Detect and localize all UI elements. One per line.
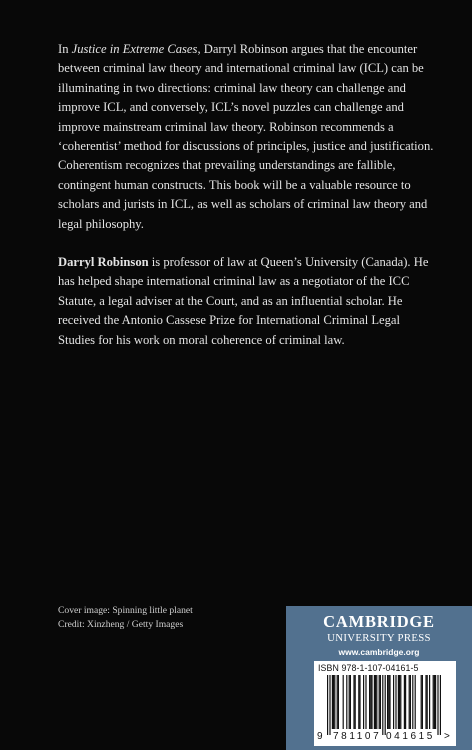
barcode-bar xyxy=(405,675,406,729)
barcode-bar xyxy=(346,675,347,729)
barcode-box xyxy=(314,661,456,746)
barcode-bar xyxy=(389,675,390,729)
barcode-bar xyxy=(358,675,359,729)
barcode-bar xyxy=(422,675,423,729)
barcode-bar xyxy=(393,675,394,729)
barcode-bar xyxy=(334,675,335,729)
barcode-bar xyxy=(369,675,370,729)
barcode-bar xyxy=(375,675,376,729)
blurb-text xyxy=(58,40,440,350)
barcode-bar xyxy=(385,675,386,735)
ean-digits xyxy=(314,731,456,745)
barcode-bar xyxy=(333,675,334,729)
book-title: Justice in Extreme Cases xyxy=(71,42,198,56)
barcode-bar xyxy=(410,675,411,729)
barcode-bar xyxy=(398,675,399,729)
barcode-bar xyxy=(400,675,401,729)
barcode-bar xyxy=(425,675,426,729)
isbn-number: ISBN 978-1-107-04161-5 xyxy=(318,663,419,673)
barcode-bar xyxy=(388,675,389,729)
description-text: , Darryl Robinson argues that the encounter between criminal law theory and international criminal law (ICL) can be illuminating in two directions: criminal law theory can challenge and improve ICL, and conversely, ICL’s novel puzzles can challenge and improve mainstream criminal law theory. Robinson recommends a ‘coherentist’ method for discussions of principles, justice and justification. Coherentism recognizes that prevailing understandings are fallible, contingent human constructs. This book will be a valuable resource to scholars and jurists in ICL, as well as scholars of criminal law theory and legal philosophy. xyxy=(58,42,434,231)
barcode-bar xyxy=(440,675,441,735)
barcode-bar xyxy=(409,675,410,729)
barcode-bar xyxy=(355,675,356,729)
barcode-bar xyxy=(350,675,351,729)
barcode-bar xyxy=(380,675,381,729)
barcode-bar xyxy=(371,675,372,729)
ean-right-group: 041615 xyxy=(386,731,435,742)
barcode-bar xyxy=(370,675,371,729)
barcode-bar xyxy=(363,675,364,729)
ean-left-group: 781107 xyxy=(333,731,382,742)
publisher-url: www.cambridge.org xyxy=(338,647,420,657)
barcode-bar xyxy=(437,675,438,735)
barcode-bar xyxy=(387,675,388,729)
barcode-bar xyxy=(365,675,366,729)
barcode-bar xyxy=(343,675,344,729)
barcode-bar xyxy=(427,675,428,729)
barcode-bar xyxy=(429,675,430,729)
barcode-bar xyxy=(327,675,328,735)
author-bio-text: is professor of law at Queen’s University (Canada). He has helped shape international criminal law as a negotiator of the ICC Statute, a legal adviser at the Court, and as an influential scholar. He received the Antonio Cassese Prize for International Criminal Legal Studies for his work on moral coherence of criminal law. xyxy=(58,255,429,347)
barcode-bar xyxy=(359,675,360,729)
barcode-bar xyxy=(379,675,380,729)
publisher-panel xyxy=(286,606,472,750)
barcode-bar xyxy=(433,675,434,729)
publisher-logo-subname: UNIVERSITY PRESS xyxy=(327,632,431,644)
barcode-bar xyxy=(376,675,377,729)
description-paragraph xyxy=(58,40,440,234)
author-name: Darryl Robinson xyxy=(58,255,149,270)
barcode-bar xyxy=(374,675,375,729)
intro-lead: In xyxy=(58,42,72,56)
barcode-bar xyxy=(395,675,396,729)
barcode-bar xyxy=(404,675,405,729)
image-credit-line: Credit: Xinzheng / Getty Images xyxy=(58,619,184,630)
cover-image-line: Cover image: Spinning little planet xyxy=(58,605,193,616)
barcode-bar xyxy=(421,675,422,729)
barcode-bar xyxy=(353,675,354,729)
publisher-logo-name: CAMBRIDGE xyxy=(323,612,435,631)
cover-credit xyxy=(58,604,193,632)
ean-end-mark: > xyxy=(444,731,450,742)
barcode-bar xyxy=(349,675,350,729)
barcode-bar xyxy=(435,675,436,729)
barcode-bar xyxy=(337,675,338,729)
barcode-bar xyxy=(338,675,339,729)
barcode-bar xyxy=(412,675,413,729)
barcode-bar xyxy=(332,675,333,729)
barcode-bar xyxy=(329,675,330,735)
barcode-bar xyxy=(382,675,383,735)
barcode-bar xyxy=(399,675,400,729)
author-bio-paragraph xyxy=(58,253,440,350)
barcode-bar xyxy=(434,675,435,729)
ean-lead-digit: 9 xyxy=(317,731,323,742)
barcode-bar xyxy=(415,675,416,729)
